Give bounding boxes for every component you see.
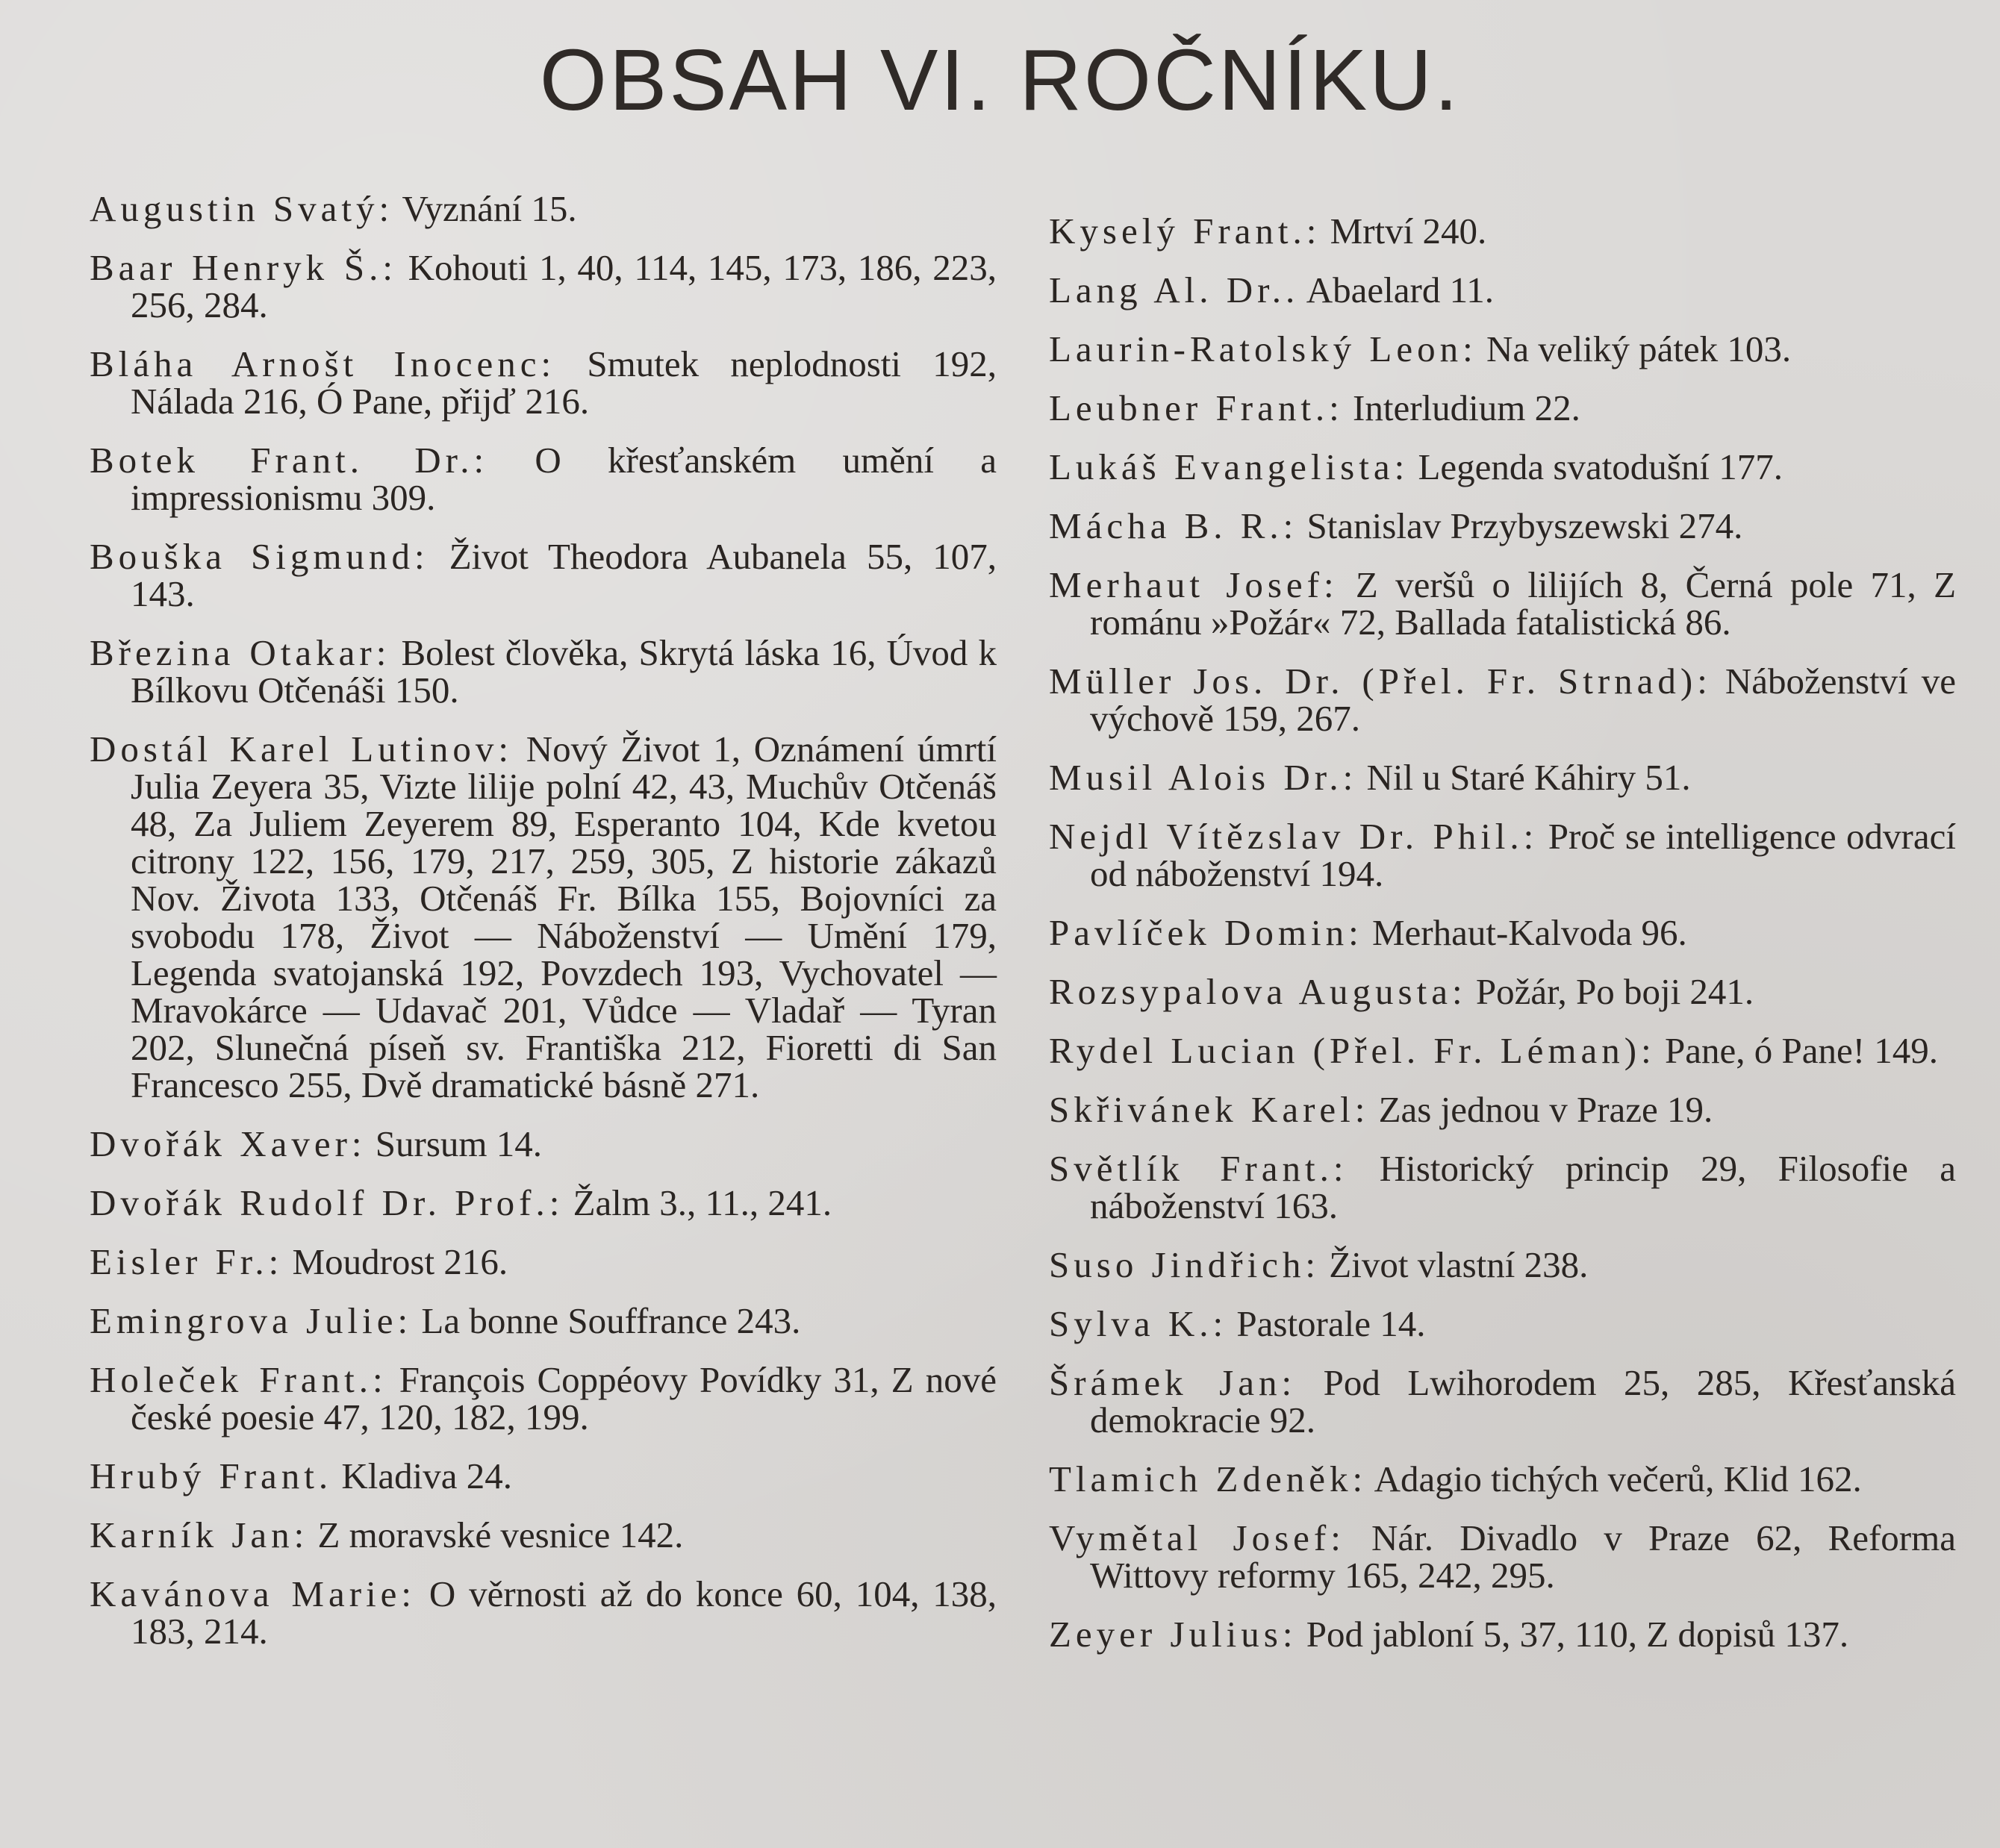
entry-author: Bláha Arnošt Inocenc: bbox=[90, 343, 556, 384]
entry-author: Sylva K.: bbox=[1049, 1303, 1228, 1344]
entry-works: Proč se intelligence odvrací od náboženství 194. bbox=[1090, 816, 1956, 894]
entry-works: Pod Lwihorodem 25, 285, Křesťanská demokracie 92. bbox=[1090, 1362, 1956, 1440]
entry-author: Augustin Svatý: bbox=[90, 188, 394, 229]
entry-author: Vymětal Josef: bbox=[1049, 1517, 1345, 1558]
index-entry bbox=[90, 1302, 997, 1340]
entry-works: Kohouti 1, 40, 114, 145, 173, 186, 223, 256, 284. bbox=[131, 247, 997, 325]
entry-works: Historický princip 29, Filosofie a náboženství 163. bbox=[1090, 1148, 1956, 1226]
index-entry bbox=[1049, 1458, 1956, 1499]
index-entry bbox=[1049, 269, 1956, 310]
entry-author: Laurin-Ratolský Leon: bbox=[1049, 328, 1477, 369]
index-entry bbox=[90, 190, 997, 228]
index-entry bbox=[1049, 1032, 1956, 1070]
entry-works: Z veršů o lilijích 8, Černá pole 71, Z románu »Požár« 72, Ballada fatalistická 86. bbox=[1090, 564, 1956, 643]
entry-author: Zeyer Julius: bbox=[1049, 1614, 1297, 1655]
index-entry bbox=[90, 1243, 997, 1281]
entry-works: La bonne Souffrance 243. bbox=[421, 1300, 801, 1341]
index-entry bbox=[1049, 1091, 1956, 1129]
entry-works: Adagio tichých večerů, Klid 162. bbox=[1374, 1458, 1862, 1499]
index-entry bbox=[1049, 1616, 1956, 1653]
entry-author: Mácha B. R.: bbox=[1049, 505, 1298, 546]
index-entry bbox=[1049, 1305, 1956, 1343]
entry-works: Merhaut-Kalvoda 96. bbox=[1371, 912, 1687, 953]
entry-works: Stanislav Przybyszewski 274. bbox=[1306, 505, 1743, 546]
entry-author: Eisler Fr.: bbox=[90, 1241, 284, 1282]
index-entry bbox=[1049, 1246, 1956, 1284]
index-column-right bbox=[1049, 210, 1956, 1675]
index-entry bbox=[1049, 446, 1956, 487]
entry-works: Náboženství ve výchově 159, 267. bbox=[1090, 661, 1956, 739]
entry-works: Žalm 3., 11., 241. bbox=[573, 1182, 832, 1223]
entry-works: Smutek neplodnosti 192, Nálada 216, Ó Pane, přijď 216. bbox=[131, 343, 997, 422]
entry-works: Sursum 14. bbox=[375, 1123, 543, 1164]
entry-works: Z moravské vesnice 142. bbox=[317, 1514, 684, 1555]
entry-author: Bouška Sigmund: bbox=[90, 536, 429, 577]
index-entry bbox=[90, 249, 997, 324]
entry-works: Kladiva 24. bbox=[341, 1455, 513, 1496]
entry-author: Musil Alois Dr.: bbox=[1049, 757, 1358, 798]
index-entry bbox=[90, 343, 997, 422]
entry-works: Pastorale 14. bbox=[1236, 1303, 1426, 1344]
entry-author: Březina Otakar: bbox=[90, 632, 391, 673]
entry-works: Abaelard 11. bbox=[1306, 269, 1495, 310]
entry-works: Vyznání 15. bbox=[402, 188, 577, 229]
entry-author: Rozsypalova Augusta: bbox=[1049, 971, 1467, 1012]
index-entry bbox=[1049, 1150, 1956, 1225]
entry-author: Baar Henryk Š.: bbox=[90, 247, 397, 288]
entry-author: Dostál Karel Lutinov: bbox=[90, 728, 513, 770]
entry-author: Šrámek Jan: bbox=[1049, 1362, 1297, 1403]
entry-author: Emingrova Julie: bbox=[90, 1300, 413, 1341]
entry-works: Nil u Staré Káhiry 51. bbox=[1366, 757, 1691, 798]
index-entry bbox=[90, 634, 997, 709]
index-entry bbox=[1049, 387, 1956, 428]
entry-author: Hrubý Frant. bbox=[90, 1455, 333, 1496]
entry-works: François Coppéovy Povídky 31, Z nové české poesie 47, 120, 182, 199. bbox=[131, 1359, 997, 1437]
entry-works: Interludium 22. bbox=[1353, 387, 1580, 428]
entry-author: Pavlíček Domin: bbox=[1049, 912, 1363, 953]
index-entry bbox=[1049, 914, 1956, 952]
index-entry bbox=[1049, 759, 1956, 796]
entry-author: Holeček Frant.: bbox=[90, 1359, 387, 1400]
index-entry bbox=[90, 1514, 997, 1555]
index-entry bbox=[1049, 328, 1956, 369]
index-entry bbox=[90, 1123, 997, 1164]
index-entry bbox=[1049, 1364, 1956, 1439]
entry-author: Lukáš Evangelista: bbox=[1049, 446, 1409, 487]
index-entry bbox=[90, 442, 997, 516]
index-entry bbox=[1049, 210, 1956, 252]
index-entry bbox=[1049, 663, 1956, 737]
index-entry bbox=[90, 1361, 997, 1436]
index-entry bbox=[90, 538, 997, 613]
entry-works: Bolest člověka, Skrytá láska 16, Úvod k Bílkovu Otčenáši 150. bbox=[131, 632, 997, 711]
entry-works: Na veliký pátek 103. bbox=[1486, 328, 1792, 369]
index-entry bbox=[1049, 566, 1956, 641]
entry-author: Tlamich Zdeněk: bbox=[1049, 1458, 1368, 1499]
entry-works: Mrtví 240. bbox=[1330, 210, 1487, 252]
entry-works: Život Theodora Aubanela 55, 107, 143. bbox=[131, 536, 997, 614]
entry-works: Nový Život 1, Oznámení úmrtí Julia Zeyera 35, Vizte lilije polní 42, 43, Muchův Otčenáš 48, Za Juliem Zeyerem 89, Esperanto 104, Kde kvetou citrony 122, 156, 179, 217, 259, 305, Z historie zákazů Nov. Života 133, Otčenáš Fr. Bílka 155, Bojovníci za svobodu 178, Život — Náboženství — Umění 179, Legenda svatojanská 192, Povzdech 193, Vychovatel — Mravokárce — Udavač 201, Vůdce — Vladař — Tyran 202, Slunečná píseň sv. Františka 212, Fioretti di San Francesco 255, Dvě dramatické básně 271. bbox=[131, 728, 997, 1105]
entry-works: Zas jednou v Praze 19. bbox=[1378, 1089, 1713, 1130]
entry-works: O křesťanském umění a impressionismu 309. bbox=[131, 440, 997, 518]
page-title: OBSAH VI. ROČNÍKU. bbox=[539, 31, 1461, 128]
entry-author: Rydel Lucian (Přel. Fr. Léman): bbox=[1049, 1030, 1656, 1071]
entry-works: Nár. Divadlo v Praze 62, Reforma Wittovy reformy 165, 242, 295. bbox=[1090, 1517, 1956, 1596]
entry-works: Pod jabloní 5, 37, 110, Z dopisů 137. bbox=[1306, 1614, 1849, 1655]
index-entry bbox=[1049, 505, 1956, 546]
entry-author: Dvořák Xaver: bbox=[90, 1123, 367, 1164]
index-entry bbox=[90, 1573, 997, 1652]
index-entry bbox=[90, 1184, 997, 1222]
entry-works: Legenda svatodušní 177. bbox=[1418, 446, 1783, 487]
entry-author: Botek Frant. Dr.: bbox=[90, 440, 489, 481]
entry-author: Lang Al. Dr.. bbox=[1049, 269, 1300, 310]
entry-author: Skřivánek Karel: bbox=[1049, 1089, 1370, 1130]
entry-works: Pane, ó Pane! 149. bbox=[1664, 1030, 1939, 1071]
entry-author: Karník Jan: bbox=[90, 1514, 309, 1555]
index-entry bbox=[1049, 818, 1956, 893]
entry-author: Kavánova Marie: bbox=[90, 1573, 417, 1614]
entry-author: Kyselý Frant.: bbox=[1049, 210, 1321, 252]
index-entry bbox=[90, 728, 997, 1105]
index-entry bbox=[1049, 973, 1956, 1011]
entry-author: Světlík Frant.: bbox=[1049, 1148, 1348, 1189]
entry-author: Suso Jindřich: bbox=[1049, 1244, 1321, 1285]
index-entry bbox=[90, 1455, 997, 1496]
entry-author: Nejdl Vítězslav Dr. Phil.: bbox=[1049, 816, 1539, 857]
entry-works: Požár, Po boji 241. bbox=[1475, 971, 1754, 1012]
entry-author: Leubner Frant.: bbox=[1049, 387, 1344, 428]
index-entry bbox=[1049, 1517, 1956, 1596]
entry-author: Müller Jos. Dr. (Přel. Fr. Strnad): bbox=[1049, 661, 1712, 702]
entry-works: O věrnosti až do konce 60, 104, 138, 183, 214. bbox=[131, 1573, 997, 1652]
entry-author: Merhaut Josef: bbox=[1049, 564, 1339, 605]
entry-works: Moudrost 216. bbox=[292, 1241, 508, 1282]
entry-author: Dvořák Rudolf Dr. Prof.: bbox=[90, 1182, 564, 1223]
entry-works: Život vlastní 238. bbox=[1329, 1244, 1589, 1285]
index-column-left bbox=[90, 190, 997, 1672]
